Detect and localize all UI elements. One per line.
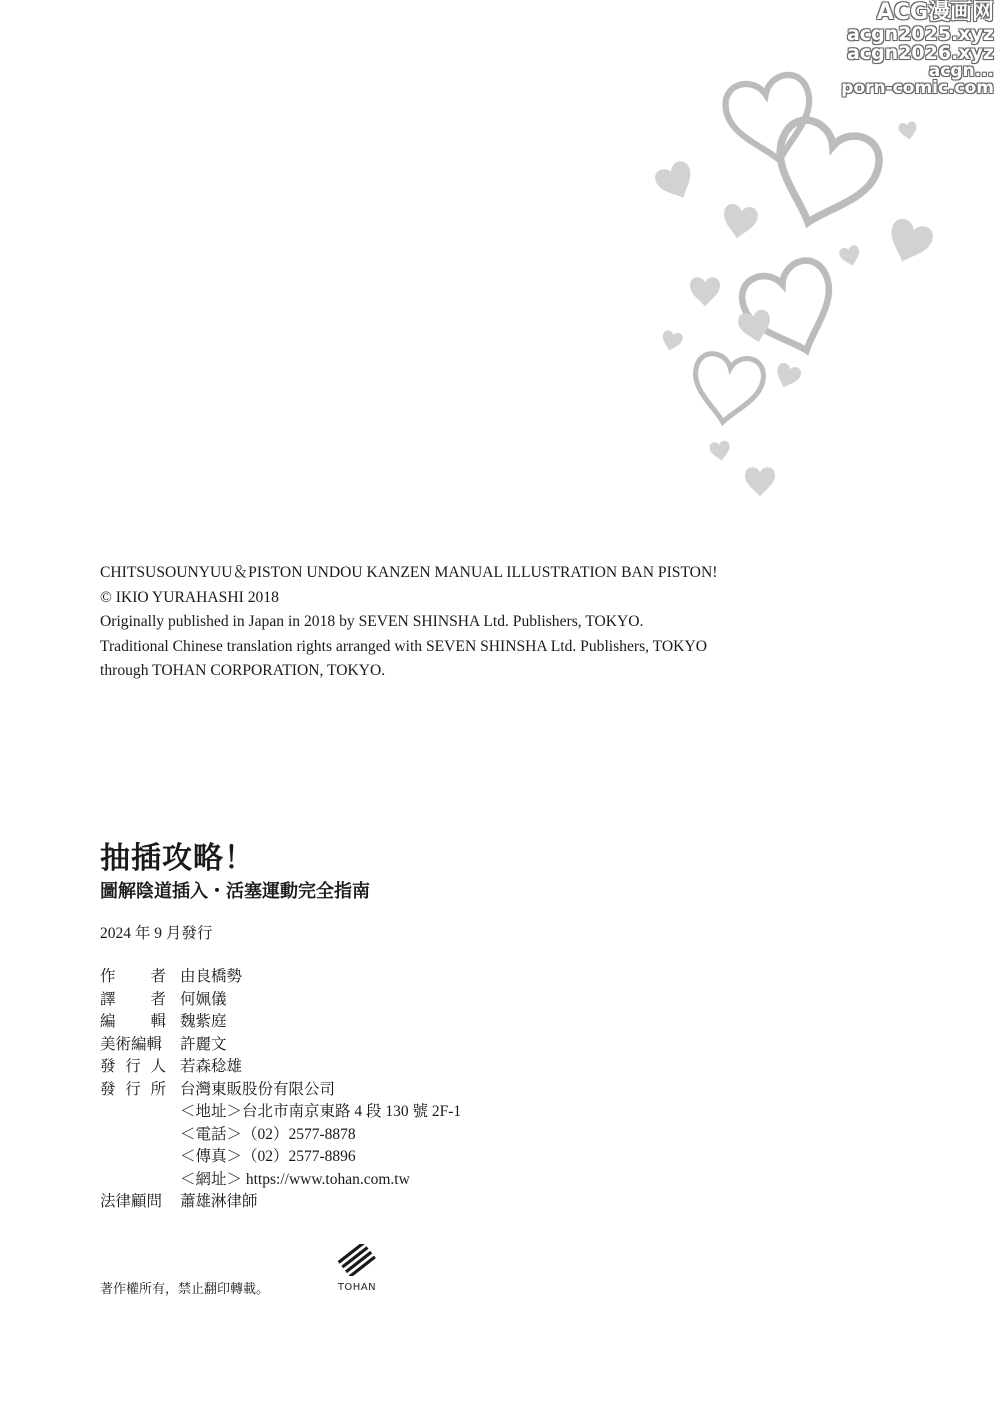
rights-line-agency: through TOHAN CORPORATION, TOKYO. [100, 662, 386, 680]
credit-value: ＜網址＞ https://www.tohan.com.tw [180, 1170, 410, 1188]
heart-icon [882, 216, 935, 269]
outline-heart-icon [760, 114, 885, 238]
book-subtitle: 圖解陰道插入・活塞運動完全指南 [100, 881, 370, 902]
rights-line-translation-rights: Traditional Chinese translation rights arranged with SEVEN SHINSHA Ltd. Publishers, TOKYO [100, 637, 707, 655]
tohan-logo [332, 1244, 382, 1293]
heart-icon [709, 440, 732, 462]
credit-label: 編 輯 [100, 1013, 166, 1030]
copyright-note: 著作權所有，禁止翻印轉載。 [100, 1282, 270, 1297]
credit-value: 魏紫庭 [180, 1013, 227, 1030]
credit-label: 發 行 所 [100, 1080, 166, 1098]
watermark-line-4: acgn... [928, 61, 994, 81]
credit-value: 何姵儀 [180, 990, 227, 1008]
credit-value: 由良橋勢 [180, 968, 243, 985]
heart-icon [720, 203, 759, 242]
credit-value: ＜傳真＞（02）2577-8896 [180, 1148, 356, 1165]
outline-heart-icon [736, 255, 848, 366]
heart-icon [652, 158, 699, 205]
outline-heart-icon [689, 352, 766, 427]
rights-line-copyright: © IKIO YURAHASHI 2018 [100, 588, 279, 606]
tohan-logo-text: TOHAN [337, 1282, 377, 1293]
rights-line-original-publication: Originally published in Japan in 2018 by SEVEN SHINSHA Ltd. Publishers, TOKYO. [100, 613, 644, 631]
credit-value: 若森稔雄 [180, 1058, 243, 1075]
credit-label: 作 者 [100, 968, 166, 985]
watermark-line-3: acgn2026.xyz [846, 42, 994, 64]
credit-label: 法 律 顧 問 [100, 1193, 163, 1210]
credit-value: 台灣東販股份有限公司 [180, 1080, 336, 1098]
credit-label: 發 行 人 [100, 1058, 166, 1075]
watermark-line-1: ACG漫画网 [876, 0, 994, 25]
heart-icon [838, 244, 862, 268]
credit-value: ＜地址＞台北市南京東路 4 段 130 號 2F-1 [180, 1103, 462, 1120]
watermark-line-5: porn-comic.com [841, 78, 994, 98]
heart-icon [898, 121, 919, 141]
rights-notice [100, 561, 717, 684]
heart-icon [659, 329, 683, 353]
credit-value: 蕭雄淋律師 [180, 1193, 258, 1210]
heart-icon [737, 308, 775, 345]
book-title: 抽插攻略！ [100, 841, 255, 876]
decorative-hearts-illustration [630, 70, 960, 510]
credit-value: ＜電話＞（02）2577-8878 [180, 1125, 356, 1143]
heart-icon [745, 467, 775, 496]
watermark-line-2: acgn2025.xyz [846, 23, 994, 45]
credit-label: 譯 者 [100, 990, 166, 1008]
credit-label: 美 術 編 輯 [100, 1035, 163, 1053]
rights-line-original-title: CHITSUSOUNYUU＆PISTON UNDOU KANZEN MANUAL ILLUSTRATION BAN PISTON! [100, 564, 718, 581]
heart-icon [772, 361, 803, 391]
tohan-logo-mark-icon [337, 1244, 377, 1276]
publish-date: 2024 年 9 月發行 [100, 925, 213, 942]
credit-value: 許麗文 [180, 1035, 227, 1053]
book-title-block [100, 840, 370, 904]
heart-icon [690, 277, 720, 306]
